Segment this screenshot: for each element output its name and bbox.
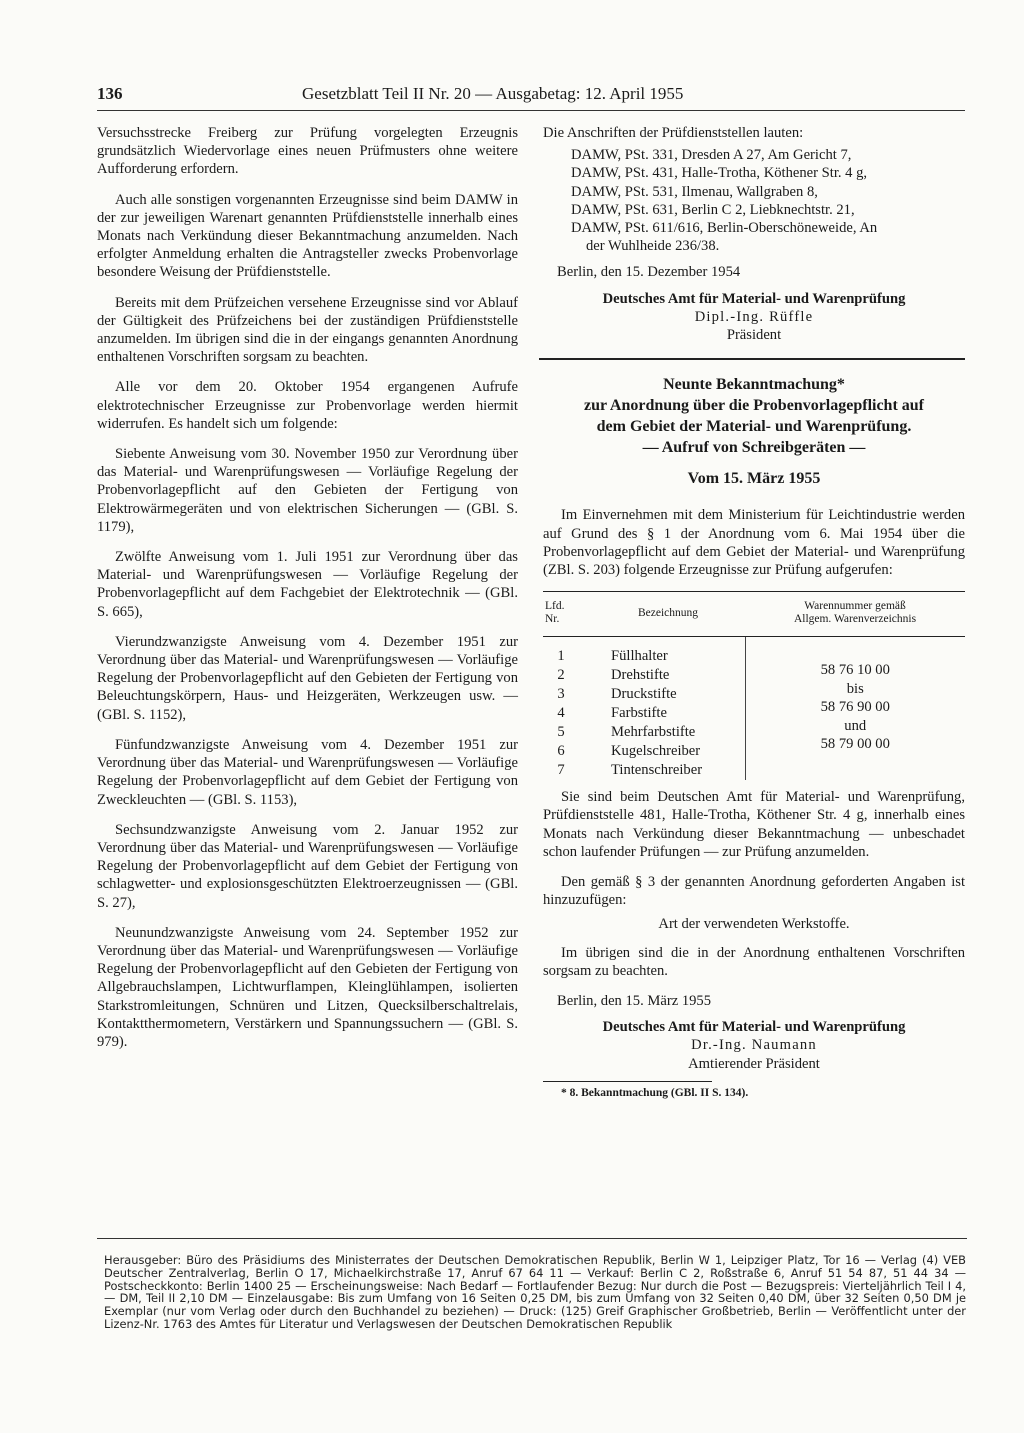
column-header-name: Bezeichnung — [591, 592, 745, 637]
revoked-instruction: Vierundzwanzigste Anweisung vom 4. Dezember 1951 zur Verordnung über das Material- und Warenprüfungswesen — Vorläufige Regelung der Probenvorlagepflicht auf den Gebieten der Fertigung von Beleuchtungskörpern, Haus- und Heizgeräten, Werkzeugen usw. — (GBl. S. 1152), — [97, 633, 518, 723]
goods-number: 58 76 90 00 — [820, 699, 890, 716]
footnote-rule — [543, 1081, 712, 1082]
row-name: Farbstifte — [611, 705, 667, 722]
goods-number: 58 79 00 00 — [820, 736, 890, 753]
left-column — [97, 124, 518, 1063]
notice-title-line: — Aufruf von Schreibgeräten — — [642, 439, 866, 457]
goods-number: 58 76 10 00 — [820, 662, 890, 679]
row-name: Füllhalter — [611, 648, 668, 665]
goods-number-range — [745, 637, 965, 781]
right-column — [543, 124, 965, 1102]
address-line: DAMW, PSt. 331, Dresden A 27, Am Gericht 7, — [571, 147, 852, 164]
notice-title-line: zur Anordnung über die Probenvorlagepflicht auf — [583, 397, 925, 415]
notice-intro: Im Einvernehmen mit dem Ministerium für Leichtindustrie werden auf Grund des § 1 der Anordnung vom 6. Mai 1954 über die Probenvorlagepflicht auf dem Gebiet der Material- und Warenprüfung (ZBl. S. 203) folgende Erzeugnisse zur Prüfung aufgerufen: — [543, 507, 965, 579]
address-line: DAMW, PSt. 611/616, Berlin-Oberschöneweide, An — [571, 220, 878, 237]
page-title: Gesetzblatt Teil II Nr. 20 — Ausgabetag: 12. April 1955 — [302, 84, 684, 103]
first-signer-role: Präsident — [726, 327, 782, 344]
row-number: 3 — [557, 686, 565, 703]
details-intro: Den gemäß § 3 der genannten Anordnung geforderten Angaben ist hinzuzufügen: — [543, 874, 965, 909]
row-number: 2 — [557, 667, 565, 684]
row-name: Mehrfarbstifte — [611, 724, 696, 741]
row-name: Kugelschreiber — [611, 743, 701, 760]
goods-number-connector: und — [844, 717, 867, 734]
first-date: Berlin, den 15. Dezember 1954 — [557, 264, 741, 281]
products-table — [543, 591, 965, 780]
notice-date: Vom 15. März 1955 — [687, 470, 821, 488]
row-number: 7 — [557, 762, 565, 779]
row-name: Drehstifte — [611, 667, 670, 684]
row-name: Druckstifte — [611, 686, 677, 703]
goods-number-connector: bis — [846, 680, 864, 697]
first-authority: Deutsches Amt für Material- und Warenprüfung — [602, 290, 906, 307]
address-line: DAMW, PSt. 531, Ilmenau, Wallgraben 8, — [571, 183, 818, 200]
paragraph: Bereits mit dem Prüfzeichen versehene Erzeugnisse sind vor Ablauf der Gültigkeit des Prüfzeichens bei der zuständigen Prüfdienststelle anzumelden. Im übrigen sind die in der eingangs genannten Anordnung enthaltenen Vorschriften sorgsam zu beachten. — [97, 294, 518, 366]
notice-title-line: Neunte Bekanntmachung* — [663, 376, 845, 394]
footnote: * 8. Bekanntmachung (GBl. II S. 134). — [561, 1086, 749, 1099]
row-number: 5 — [557, 724, 565, 741]
closing-paragraph: Im übrigen sind die in der Anordnung enthaltenen Vorschriften sorgsam zu beachten. — [543, 944, 965, 979]
paragraph: Auch alle sonstigen vorgenannten Erzeugnisse sind beim DAMW in der zur jeweiligen Warenart genannten Prüfdienststelle innerhalb eines Monats nach Verkündung dieser Bekanntmachung anzumelden. Nach erfolgter Anmeldung erhalten die Antragsteller zwecks Probenvorlage besondere Weisung der Prüfdienststelle. — [97, 191, 518, 281]
column-header-number: Lfd. Nr. — [543, 592, 591, 637]
revoked-instruction: Fünfundzwanzigste Anweisung vom 4. Dezember 1951 zur Verordnung über das Material- und Warenprüfungswesen — Vorläufige Regelung der Probenvorlagepflicht auf dem Gebiet der Fertigung von Zweckleuchten — (GBl. S. 1153), — [97, 736, 518, 808]
second-signer-role: Amtierender Präsident — [688, 1055, 820, 1072]
first-signer: Dipl.-Ing. Rüffle — [694, 308, 814, 325]
paragraph: Versuchsstrecke Freiberg zur Prüfung vorgelegten Erzeugnis grundsätzlich Wiedervorlage eines neuen Prüfmusters ohne weitere Aufforderung erfordern. — [97, 125, 518, 178]
notice-title-line: dem Gebiet der Material- und Warenprüfung. — [596, 418, 912, 436]
column-header-goods-number: Warennummer gemäß Allgem. Warenverzeichnis — [745, 592, 965, 637]
paragraph: Alle vor dem 20. Oktober 1954 ergangenen Aufrufe elektrotechnischer Erzeugnisse zur Probenvorlage werden hiermit widerrufen. Es handelt sich um folgende: — [97, 379, 518, 432]
revoked-instruction: Siebente Anweisung vom 30. November 1950 zur Verordnung über das Material- und Warenprüfungswesen — Vorläufige Regelung der Probenvorlagepflicht auf den Gebieten der Fertigung von Elektrowärmegeräten und von elektrischen Sicherungen — (GBl. S. 1179), — [97, 446, 518, 535]
second-date: Berlin, den 15. März 1955 — [557, 993, 712, 1010]
address-line: DAMW, PSt. 631, Berlin C 2, Liebknechtstr. 21, — [571, 201, 855, 218]
row-number: 4 — [557, 705, 565, 722]
revoked-instruction: Zwölfte Anweisung vom 1. Juli 1951 zur Verordnung über das Material- und Warenprüfungswesen — Vorläufige Regelung der Probenvorlagepflicht auf dem Fachgebiet der Elektrotechnik — (GBl. S. 665), — [97, 549, 518, 620]
section-divider — [539, 358, 965, 360]
table-row — [543, 637, 965, 667]
row-number: 1 — [557, 648, 565, 665]
address-list — [543, 146, 965, 255]
revoked-instruction: Sechsundzwanzigste Anweisung vom 2. Januar 1952 zur Verordnung über das Material- und Warenprüfungswesen — Vorläufige Regelung der Probenvorlagepflicht auf dem Gebiet der Fertigung von schlagwetter- und explosionsgeschützten Elektroerzeugnissen — (GBl. S. 27), — [97, 821, 518, 911]
imprint-rule — [97, 1238, 967, 1239]
imprint: Herausgeber: Büro des Präsidiums des Ministerrates der Deutschen Demokratischen Republik, Berlin W 1, Leipziger Platz, Tor 16 — Verlag (4) VEB Deutscher Zentralverlag, Berlin O 17, Michaelkirchstraße 17, Anruf 67 64 11 — Verkauf: Berlin C 2, Roßstraße 6, Anruf 51 54 87, 51 44 34 — Postscheckkonto: Berlin 1400 25 — Erscheinungsweise: Nach Bedarf — Fortlaufender Bezug: Nur durch die Post — Bezugspreis: Vierteljährlich Teil I 4,— DM, Teil II 2,10 DM — Einzelausgabe: Bis zum Umfang von 16 Seiten 0,25 DM, bis zum Umfang von 32 Seiten 0,40 DM, über 32 Seiten 0,50 DM je Exemplar (nur vom Verlag oder durch den Buchhandel zu beziehen) — Druck: (125) Greif Graphischer Großbetrieb, Berlin — Veröffentlicht unter der Lizenz-Nr. 1763 des Amtes für Literatur und Verlagswesen der Deutschen Demokratischen Republik — [104, 1253, 966, 1331]
header-rule — [97, 110, 965, 111]
row-number: 6 — [557, 743, 565, 760]
second-signer: Dr.-Ing. Naumann — [691, 1037, 817, 1054]
revoked-instruction: Neunundzwanzigste Anweisung vom 24. September 1952 zur Verordnung über das Material- und Warenprüfungswesen — Vorläufige Regelung der Probenvorlagepflicht auf den Gebieten der Fertigung von Allgebrauchslampen, Lichtwurflampen, Kleinglühlampen, isolierten Starkstromleitungen, Schnüren und Litzen, Quecksilberschaltrelais, Kontaktthermometern, Verstärkern und Spannungssuchern — (GBl. S. 979). — [97, 924, 518, 1050]
details-item: Art der verwendeten Werkstoffe. — [658, 916, 850, 933]
address-line: DAMW, PSt. 431, Halle-Trotha, Köthener Str. 4 g, — [571, 165, 868, 182]
second-authority: Deutsches Amt für Material- und Warenprüfung — [602, 1019, 906, 1036]
addresses-intro: Die Anschriften der Prüfdienststellen lauten: — [543, 125, 804, 141]
row-name: Tintenschreiber — [611, 762, 703, 779]
address-line: der Wuhlheide 236/38. — [586, 238, 720, 255]
registration-paragraph: Sie sind beim Deutschen Amt für Material- und Warenprüfung, Prüfdienststelle 481, Halle-Trotha, Köthener Str. 4 g, innerhalb eines Monats nach Verkündung dieser Bekanntmachung — unbeschadet schon laufender Prüfungen — zur Prüfung anzumelden. — [543, 789, 965, 860]
page-number: 136 — [97, 84, 123, 103]
